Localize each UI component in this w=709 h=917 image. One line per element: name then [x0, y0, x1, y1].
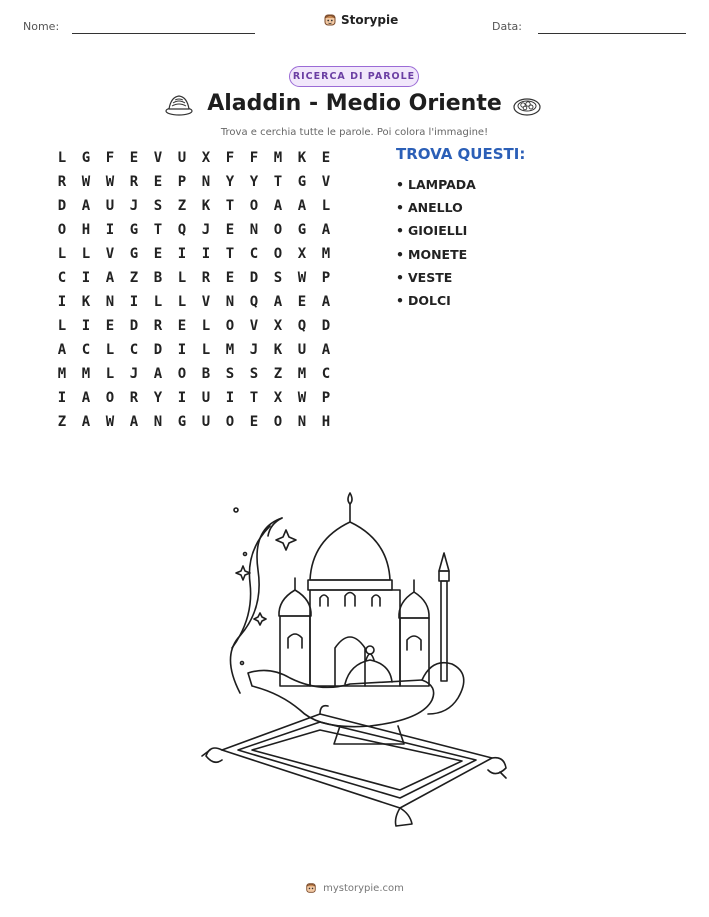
grid-letter[interactable]: I	[177, 390, 187, 406]
grid-letter[interactable]: E	[249, 414, 259, 430]
grid-letter[interactable]: L	[321, 198, 331, 214]
grid-letter[interactable]: N	[297, 414, 307, 430]
grid-letter[interactable]: L	[201, 342, 211, 358]
bullet: •	[396, 246, 404, 262]
grid-letter[interactable]: O	[177, 366, 187, 382]
grid-letter[interactable]: M	[321, 246, 331, 262]
grid-letter[interactable]: V	[105, 246, 115, 262]
instructions-text: Trova e cerchia tutte le parole. Poi colora l'immagine!	[220, 127, 489, 138]
grid-letter[interactable]: T	[153, 222, 163, 238]
grid-letter[interactable]: N	[105, 294, 115, 310]
grid-row	[50, 218, 338, 242]
pie-mascot-icon	[323, 12, 337, 28]
grid-letter[interactable]: A	[321, 342, 331, 358]
grid-letter[interactable]: N	[153, 414, 163, 430]
grid-letter[interactable]: J	[201, 222, 211, 238]
date-field-line[interactable]	[538, 33, 686, 34]
footer-url: mystorypie.com	[323, 882, 404, 894]
grid-letter[interactable]: G	[129, 222, 139, 238]
grid-letter[interactable]: O	[273, 414, 283, 430]
grid-row	[50, 362, 338, 386]
grid-letter[interactable]: I	[81, 318, 91, 334]
grid-letter[interactable]: D	[321, 318, 331, 334]
grid-letter[interactable]: I	[177, 342, 187, 358]
grid-letter[interactable]: C	[321, 366, 331, 382]
grid-letter[interactable]: I	[105, 222, 115, 238]
brand-logo	[323, 12, 398, 28]
grid-letter[interactable]: D	[249, 270, 259, 286]
grid-letter[interactable]: E	[297, 294, 307, 310]
grid-letter[interactable]: U	[297, 342, 307, 358]
grid-letter[interactable]: Q	[297, 318, 307, 334]
grid-letter[interactable]: W	[297, 390, 307, 406]
grid-letter[interactable]: G	[129, 246, 139, 262]
grid-letter[interactable]: I	[225, 390, 235, 406]
grid-letter[interactable]: Y	[153, 390, 163, 406]
word-text: DOLCI	[408, 292, 451, 308]
brand-name: Storypie	[341, 13, 399, 27]
grid-letter[interactable]: W	[297, 270, 307, 286]
grid-letter[interactable]: X	[201, 150, 211, 166]
grid-letter[interactable]: L	[177, 294, 187, 310]
grid-letter[interactable]: U	[105, 198, 115, 214]
grid-letter[interactable]: O	[273, 246, 283, 262]
grid-letter[interactable]: A	[129, 414, 139, 430]
grid-letter[interactable]: Q	[249, 294, 259, 310]
grid-letter[interactable]: K	[297, 150, 307, 166]
grid-letter[interactable]: G	[177, 414, 187, 430]
grid-letter[interactable]: L	[105, 366, 115, 382]
grid-row	[50, 410, 338, 434]
grid-letter[interactable]: N	[225, 294, 235, 310]
grid-letter[interactable]: K	[273, 342, 283, 358]
grid-letter[interactable]: A	[81, 414, 91, 430]
grid-letter[interactable]: P	[321, 270, 331, 286]
grid-row	[50, 338, 338, 362]
grid-letter[interactable]: L	[105, 342, 115, 358]
grid-letter[interactable]: O	[225, 318, 235, 334]
grid-letter[interactable]: U	[201, 414, 211, 430]
grid-letter[interactable]: C	[249, 246, 259, 262]
grid-letter[interactable]: E	[129, 150, 139, 166]
word-list-item	[396, 289, 525, 312]
word-list-item	[396, 243, 525, 266]
grid-letter[interactable]: K	[201, 198, 211, 214]
grid-letter[interactable]: A	[273, 294, 283, 310]
grid-letter[interactable]: U	[201, 390, 211, 406]
grid-letter[interactable]: M	[225, 342, 235, 358]
grid-letter[interactable]: W	[105, 414, 115, 430]
grid-letter[interactable]: N	[249, 222, 259, 238]
grid-letter[interactable]: V	[249, 318, 259, 334]
grid-letter[interactable]: B	[201, 366, 211, 382]
grid-letter[interactable]: X	[273, 318, 283, 334]
grid-letter[interactable]: G	[297, 174, 307, 190]
grid-letter[interactable]: E	[225, 270, 235, 286]
grid-letter[interactable]: R	[129, 390, 139, 406]
grid-letter[interactable]: F	[225, 150, 235, 166]
grid-letter[interactable]: M	[57, 366, 67, 382]
word-list-item	[396, 219, 525, 242]
grid-letter[interactable]: M	[273, 150, 283, 166]
grid-letter[interactable]: R	[57, 174, 67, 190]
bullet: •	[396, 269, 404, 285]
grid-letter[interactable]: D	[153, 342, 163, 358]
grid-letter[interactable]: E	[105, 318, 115, 334]
grid-letter[interactable]: E	[153, 174, 163, 190]
worksheet-type-badge: RICERCA DI PAROLE	[289, 66, 419, 87]
grid-letter[interactable]: Y	[225, 174, 235, 190]
grid-letter[interactable]: T	[273, 174, 283, 190]
grid-letter[interactable]: B	[153, 270, 163, 286]
grid-letter[interactable]: L	[177, 270, 187, 286]
grid-letter[interactable]: L	[57, 318, 67, 334]
word-list-title: TROVA QUESTI:	[396, 145, 526, 163]
pie-mascot-icon	[305, 881, 317, 895]
grid-row	[50, 290, 338, 314]
date-label: Data:	[492, 20, 522, 33]
grid-letter[interactable]: R	[201, 270, 211, 286]
grid-letter[interactable]: L	[81, 246, 91, 262]
grid-letter[interactable]: T	[225, 198, 235, 214]
grid-row	[50, 242, 338, 266]
grid-letter[interactable]: L	[201, 318, 211, 334]
grid-letter[interactable]: H	[81, 222, 91, 238]
grid-letter[interactable]: D	[129, 318, 139, 334]
grid-letter[interactable]: W	[105, 174, 115, 190]
grid-letter[interactable]: T	[249, 390, 259, 406]
grid-letter[interactable]: M	[297, 366, 307, 382]
grid-letter[interactable]: Z	[57, 414, 67, 430]
grid-letter[interactable]: L	[153, 294, 163, 310]
grid-letter[interactable]: I	[201, 246, 211, 262]
grid-letter[interactable]: H	[321, 414, 331, 430]
grid-letter[interactable]: A	[321, 222, 331, 238]
grid-letter[interactable]: L	[57, 150, 67, 166]
grid-letter[interactable]: M	[81, 366, 91, 382]
grid-letter[interactable]: N	[201, 174, 211, 190]
grid-letter[interactable]: P	[177, 174, 187, 190]
grid-letter[interactable]: A	[81, 198, 91, 214]
grid-letter[interactable]: Y	[249, 174, 259, 190]
grid-letter[interactable]: O	[225, 414, 235, 430]
grid-row	[50, 386, 338, 410]
food-plate-icon	[512, 93, 542, 117]
worksheet-header	[0, 0, 709, 50]
bullet: •	[396, 200, 404, 216]
word-list-item	[396, 196, 525, 219]
grid-letter[interactable]: I	[57, 390, 67, 406]
bullet: •	[396, 223, 404, 239]
word-list	[396, 173, 525, 312]
grid-letter[interactable]: G	[81, 150, 91, 166]
word-text: MONETE	[408, 246, 468, 262]
grid-letter[interactable]: S	[225, 366, 235, 382]
grid-letter[interactable]: V	[201, 294, 211, 310]
grid-letter[interactable]: G	[297, 222, 307, 238]
grid-letter[interactable]: V	[321, 174, 331, 190]
word-search-grid[interactable]	[50, 146, 338, 434]
grid-letter[interactable]: W	[81, 174, 91, 190]
grid-row	[50, 194, 338, 218]
grid-letter[interactable]: U	[177, 150, 187, 166]
grid-letter[interactable]: X	[297, 246, 307, 262]
word-text: LAMPADA	[408, 177, 476, 192]
grid-letter[interactable]: O	[105, 390, 115, 406]
grid-letter[interactable]: L	[57, 246, 67, 262]
grid-row	[50, 146, 338, 170]
grid-letter[interactable]: I	[129, 294, 139, 310]
word-text: ANELLO	[408, 200, 463, 216]
grid-row	[50, 266, 338, 290]
grid-letter[interactable]: O	[273, 222, 283, 238]
grid-letter[interactable]: E	[177, 318, 187, 334]
grid-letter[interactable]: R	[129, 174, 139, 190]
grid-letter[interactable]: I	[57, 294, 67, 310]
grid-letter[interactable]: A	[321, 294, 331, 310]
grid-letter[interactable]: E	[153, 246, 163, 262]
grid-letter[interactable]: Q	[177, 222, 187, 238]
grid-letter[interactable]: E	[321, 150, 331, 166]
grid-letter[interactable]: E	[225, 222, 235, 238]
grid-letter[interactable]: S	[273, 270, 283, 286]
grid-letter[interactable]: I	[81, 270, 91, 286]
grid-letter[interactable]: C	[129, 342, 139, 358]
grid-letter[interactable]: O	[249, 198, 259, 214]
grid-letter[interactable]: S	[153, 198, 163, 214]
grid-letter[interactable]: V	[153, 150, 163, 166]
grid-letter[interactable]: P	[321, 390, 331, 406]
word-list-panel	[396, 145, 525, 312]
word-text: GIOIELLI	[408, 223, 468, 239]
grid-letter[interactable]: O	[57, 222, 67, 238]
grid-letter[interactable]: A	[153, 366, 163, 382]
grid-letter[interactable]: A	[273, 198, 283, 214]
grid-letter[interactable]: C	[81, 342, 91, 358]
bullet: •	[396, 292, 404, 308]
grid-letter[interactable]: A	[57, 342, 67, 358]
page-footer	[0, 881, 709, 895]
grid-letter[interactable]: J	[129, 198, 139, 214]
grid-letter[interactable]: Z	[177, 198, 187, 214]
palace-and-magic-lamp-illustration	[200, 488, 510, 828]
grid-letter[interactable]: A	[105, 270, 115, 286]
grid-row	[50, 314, 338, 338]
grid-letter[interactable]: I	[177, 246, 187, 262]
word-list-item	[396, 173, 525, 196]
bullet: •	[396, 177, 404, 192]
name-label: Nome:	[23, 20, 60, 33]
word-text: VESTE	[408, 269, 453, 285]
word-list-item	[396, 266, 525, 289]
grid-letter[interactable]: R	[153, 318, 163, 334]
grid-letter[interactable]: K	[81, 294, 91, 310]
grid-letter[interactable]: C	[57, 270, 67, 286]
grid-letter[interactable]: Z	[129, 270, 139, 286]
grid-letter[interactable]: A	[81, 390, 91, 406]
grid-row	[50, 170, 338, 194]
name-field-line[interactable]	[72, 33, 255, 34]
grid-letter[interactable]: J	[249, 342, 259, 358]
grid-letter[interactable]: Z	[273, 366, 283, 382]
grid-letter[interactable]: X	[273, 390, 283, 406]
grid-letter[interactable]: F	[249, 150, 259, 166]
grid-letter[interactable]: D	[57, 198, 67, 214]
grid-letter[interactable]: S	[249, 366, 259, 382]
page-title: Aladdin - Medio Oriente	[207, 91, 502, 116]
grid-letter[interactable]: T	[225, 246, 235, 262]
grid-letter[interactable]: F	[105, 150, 115, 166]
grid-letter[interactable]: A	[297, 198, 307, 214]
grid-letter[interactable]: J	[129, 366, 139, 382]
